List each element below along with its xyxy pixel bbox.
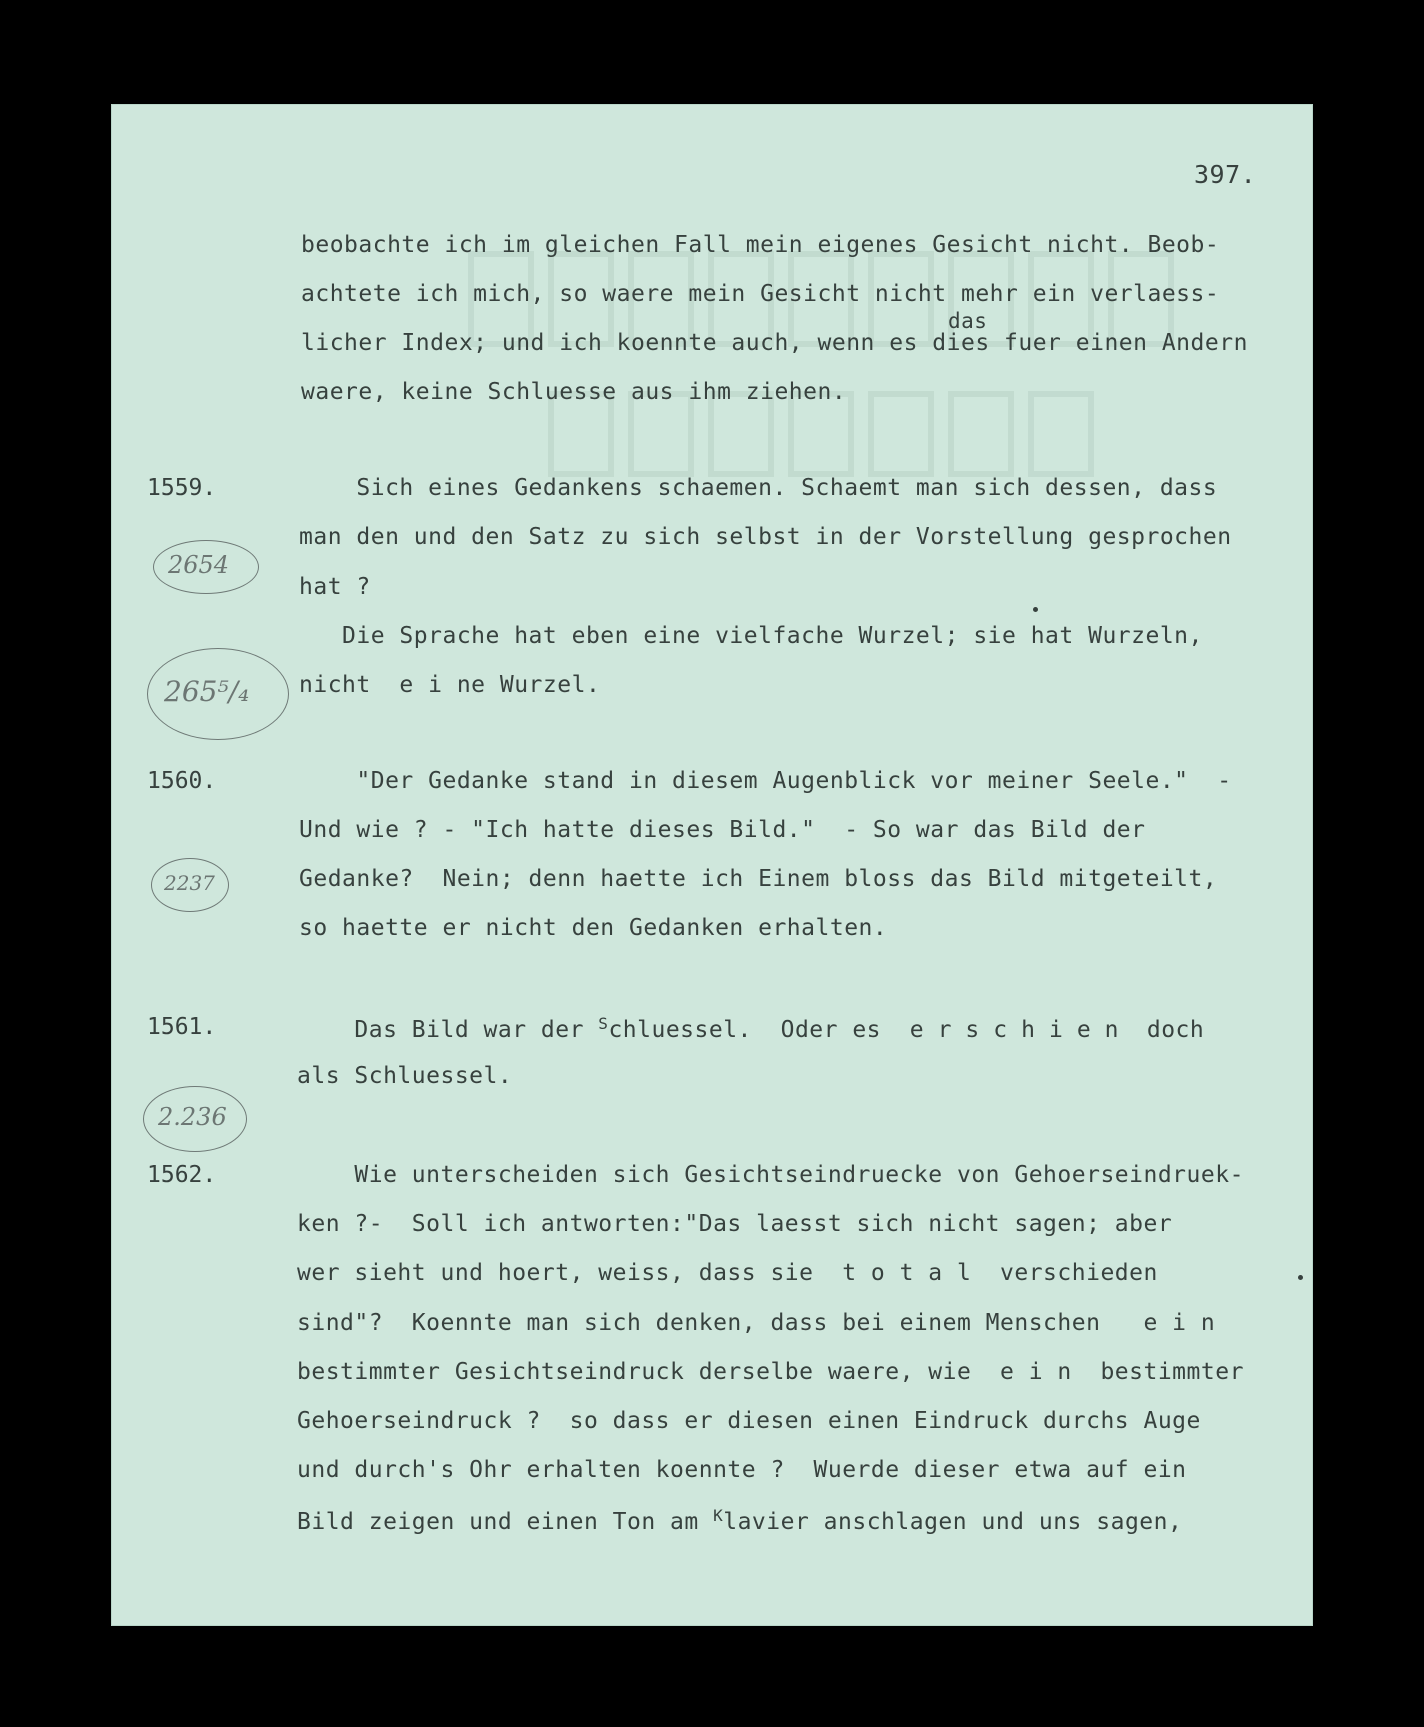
remark-1562-line-3: wer sieht und hoert, weiss, dass sie t o t a l verschieden (297, 1260, 1158, 1286)
remark-1559-line-2: man den und den Satz zu sich selbst in der Vorstellung gesprochen (299, 524, 1232, 550)
remark-number-1560: 1560. (147, 768, 217, 794)
remark-1562-line-7: und durch's Ohr erhalten koennte ? Wuerde dieser etwa auf ein (297, 1457, 1187, 1483)
handwritten-annotation-oval (153, 540, 259, 594)
remark-1562-line-6: Gehoerseindruck ? so dass er diesen einen Eindruck durchs Auge (297, 1408, 1201, 1434)
handwritten-annotation-oval (147, 648, 289, 740)
handwritten-annotation: 2237 (164, 871, 215, 895)
remark-1560-line-3: Gedanke? Nein; denn haette ich Einem bloss das Bild mitgeteilt, (299, 866, 1218, 892)
intro-line-4: waere, keine Schluesse aus ihm ziehen. (301, 379, 847, 405)
remark-1559-line-4: Die Sprache hat eben eine vielfache Wurzel; sie hat Wurzeln, (299, 623, 1203, 649)
remark-1561-line-1-start: Das Bild war der (297, 1017, 599, 1043)
remark-number-1562: 1562. (147, 1162, 217, 1188)
insertion-above: das (948, 309, 988, 333)
remark-1562-line-5: bestimmter Gesichtseindruck derselbe waere, wie e i n bestimmter (297, 1359, 1244, 1385)
stray-dot (1298, 1275, 1303, 1280)
intro-line-3: licher Index; und ich koennte auch, wenn es dies fuer einen Andern (301, 330, 1248, 356)
handwritten-annotation-oval (143, 1086, 247, 1152)
handwritten-annotation: 2654 (168, 551, 230, 579)
remark-1560-line-4: so haette er nicht den Gedanken erhalten. (299, 915, 888, 941)
remark-1559-line-5: nicht e i ne Wurzel. (299, 672, 601, 698)
spaced-emphasis-word: erschien (909, 1017, 1133, 1043)
handwritten-annotation-oval (151, 858, 229, 912)
intro-line-1: beobachte ich im gleichen Fall mein eigenes Gesicht nicht. Beob- (301, 232, 1220, 258)
remark-1561-line-1 (297, 1014, 1204, 1043)
intro-line-2: achtete ich mich, so waere mein Gesicht nicht mehr ein verlaess- (301, 281, 1220, 307)
remark-1559-line-1: Sich eines Gedankens schaemen. Schaemt man sich dessen, dass (299, 475, 1218, 501)
remark-1559-line-3: hat ? (299, 574, 371, 600)
page-number: 397. (1194, 160, 1257, 189)
remark-1562-line-4: sind"? Koennte man sich denken, dass bei einem Menschen e i n (297, 1310, 1216, 1336)
remark-1560-line-2: Und wie ? - "Ich hatte dieses Bild." - So war das Bild der (299, 817, 1146, 843)
superscript-letter: K (713, 1506, 724, 1525)
handwritten-annotation: 2.236 (158, 1103, 227, 1131)
remark-1562-line-8 (297, 1506, 1182, 1535)
remark-1562-line-8-start: Bild zeigen und einen Ton am (297, 1509, 714, 1535)
remark-1560-line-1: "Der Gedanke stand in diesem Augenblick vor meiner Seele." - (299, 768, 1232, 794)
remark-number-1559: 1559. (147, 475, 217, 501)
remark-1562-line-2: ken ?- Soll ich antworten:"Das laesst sich nicht sagen; aber (297, 1211, 1173, 1237)
typescript-page (111, 104, 1313, 1626)
remark-1561-line-2: als Schluessel. (297, 1063, 513, 1089)
handwritten-annotation: 265⁵/₄ (164, 675, 250, 708)
superscript-letter: S (598, 1014, 609, 1033)
remark-1562-line-1: Wie unterscheiden sich Gesichtseindruecke von Gehoerseindruek- (297, 1162, 1244, 1188)
stray-dot (1033, 607, 1038, 612)
remark-number-1561: 1561. (147, 1014, 217, 1040)
remark-1561-line-1-rest: chluessel. Oder es (608, 1017, 910, 1043)
remark-1562-line-8-rest: lavier anschlagen und uns sagen, (723, 1509, 1183, 1535)
remark-1561-line-1-end: doch (1132, 1017, 1205, 1043)
